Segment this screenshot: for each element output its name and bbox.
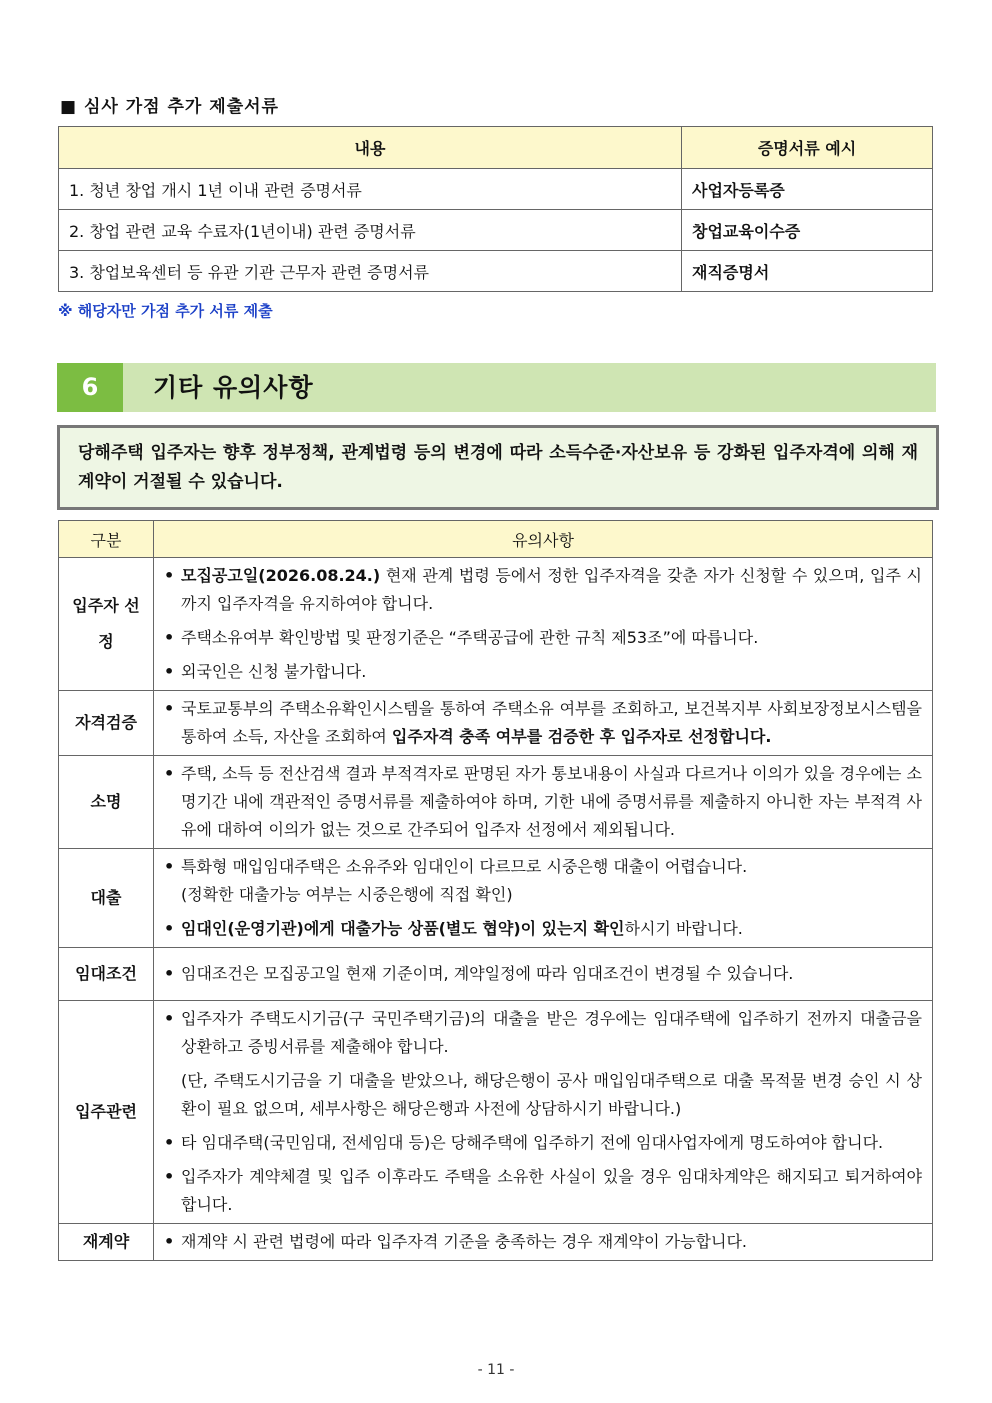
row-category: 자격검증 [59,691,154,756]
bullet-icon: • [164,566,175,585]
list-item: • 임대인(운영기관)에게 대출가능 상품(별도 협약)이 있는지 확인하시기 바랍니다. [164,915,922,943]
list-item: • 주택소유여부 확인방법 및 판정기준은 “주택공급에 관한 규칙 제53조”에 따릅니다. [164,624,922,652]
list-item: • 입주자가 주택도시기금(구 국민주택기금)의 대출을 받은 경우에는 임대주택에 입주하기 전까지 대출금을 상환하고 증빙서류를 제출해야 합니다. [164,1005,922,1061]
table-row [59,558,933,691]
bullet-icon: • [164,699,175,718]
list-item: • 재계약 시 관련 법령에 따라 입주자격 기준을 충족하는 경우 재계약이 가능합니다. [164,1228,922,1256]
bullet-icon: • [164,662,175,681]
row-category: 대출 [59,849,154,948]
bullet-icon: • [164,1167,175,1186]
row-content [154,558,933,691]
notice-box [57,425,939,510]
list-item: • 외국인은 신청 불가합니다. [164,658,922,686]
row-content: 2. 창업 관련 교육 수료자(1년이내) 관련 증명서류 [59,210,682,251]
row-content [154,756,933,849]
table-row [59,849,933,948]
row-content [154,1224,933,1261]
row-category: 입주자 선정 [59,558,154,691]
docs-table [58,126,933,292]
bullet-icon: • [164,628,175,647]
bullet-icon: • [164,964,175,983]
row-category: 입주관련 [59,1001,154,1224]
list-item: • 임대조건은 모집공고일 현재 기준이며, 계약일정에 따라 임대조건이 변경될 수 있습니다. [164,960,922,988]
bullet-icon: • [164,1232,175,1251]
list-item: • 국토교통부의 주택소유확인시스템을 통하여 주택소유 여부를 조회하고, 보건복지부 사회보장정보시스템을 통하여 소득, 자산을 조회하여 입주자격 충족 여부를 검증한 후 입주자로 선정합니다. [164,695,922,751]
table-row [59,1224,933,1261]
row-content [154,849,933,948]
section-header: ■ 심사 가점 추가 제출서류 [60,97,279,117]
row-content: 3. 창업보육센터 등 유관 기관 근무자 관련 증명서류 [59,251,682,292]
docs-table-header [59,127,933,169]
row-example: 창업교육이수증 [682,210,933,251]
row-category: 소명 [59,756,154,849]
row-category: 재계약 [59,1224,154,1261]
row-category: 임대조건 [59,948,154,1001]
list-item-note: (정확한 대출가능 여부는 시중은행에 직접 확인) [181,885,513,904]
bullet-icon: • [164,764,175,783]
page-number: - 11 - [477,1362,515,1378]
table-row [59,691,933,756]
row-content: 1. 청년 창업 개시 1년 이내 관련 증명서류 [59,169,682,210]
header-content: 내용 [59,127,682,169]
list-item-note: (단, 주택도시기금을 기 대출을 받았으나, 해당은행이 공사 매입임대주택으로 대출 목적물 변경 승인 시 상환이 필요 없으며, 세부사항은 해당은행과 사전에 상담하시기 바랍니다.) [181,1071,922,1118]
note: ※ 해당자만 가점 추가 서류 제출 [58,302,273,320]
row-content [154,691,933,756]
row-content [154,1001,933,1224]
table-row [59,251,933,292]
list-item: • 주택, 소득 등 전산검색 결과 부적격자로 판명된 자가 통보내용이 사실과 다르거나 이의가 있을 경우에는 소명기간 내에 객관적인 증명서류를 제출하여야 하며, 기한 내에 증명서류를 제출하지 아니한 자는 부적격 사유에 대하여 이의가 없는 것으로 간주되어 입주자 선정에서 제외됩니다. [164,760,922,844]
caution-table-header [59,521,933,558]
caution-table [58,520,933,1261]
table-row [59,948,933,1001]
list-item: • 모집공고일(2026.08.24.) 현재 관계 법령 등에서 정한 입주자격을 갖춘 자가 신청할 수 있으며, 입주 시까지 입주자격을 유지하여야 합니다. [164,562,922,618]
list-item: • 입주자가 계약체결 및 입주 이후라도 주택을 소유한 사실이 있을 경우 임대차계약은 해지되고 퇴거하여야 합니다. [164,1163,922,1219]
table-row [59,210,933,251]
bullet-icon: • [164,857,175,876]
header-category: 구분 [59,521,154,558]
header-notes: 유의사항 [154,521,933,558]
bullet-icon: • [164,919,175,938]
section-title: 기타 유의사항 [153,373,314,402]
list-item: • 타 임대주택(국민임대, 전세임대 등)은 당해주택에 입주하기 전에 임대사업자에게 명도하여야 합니다. [164,1129,922,1157]
list-item: • 특화형 매입임대주택은 소유주와 임대인이 다르므로 시중은행 대출이 어렵습니다. [164,853,922,881]
header-example: 증명서류 예시 [682,127,933,169]
row-content [154,948,933,1001]
table-row [59,1001,933,1224]
table-row [59,169,933,210]
row-example: 재직증명서 [682,251,933,292]
section-banner [57,363,936,412]
row-example: 사업자등록증 [682,169,933,210]
notice-text: 당해주택 입주자는 향후 정부정책, 관계법령 등의 변경에 따라 소득수준·자산보유 등 강화된 입주자격에 의해 재계약이 거절될 수 있습니다. [78,443,918,492]
bullet-icon: • [164,1009,175,1028]
section-number: 6 [57,363,123,412]
table-row [59,756,933,849]
bullet-icon: • [164,1133,175,1152]
